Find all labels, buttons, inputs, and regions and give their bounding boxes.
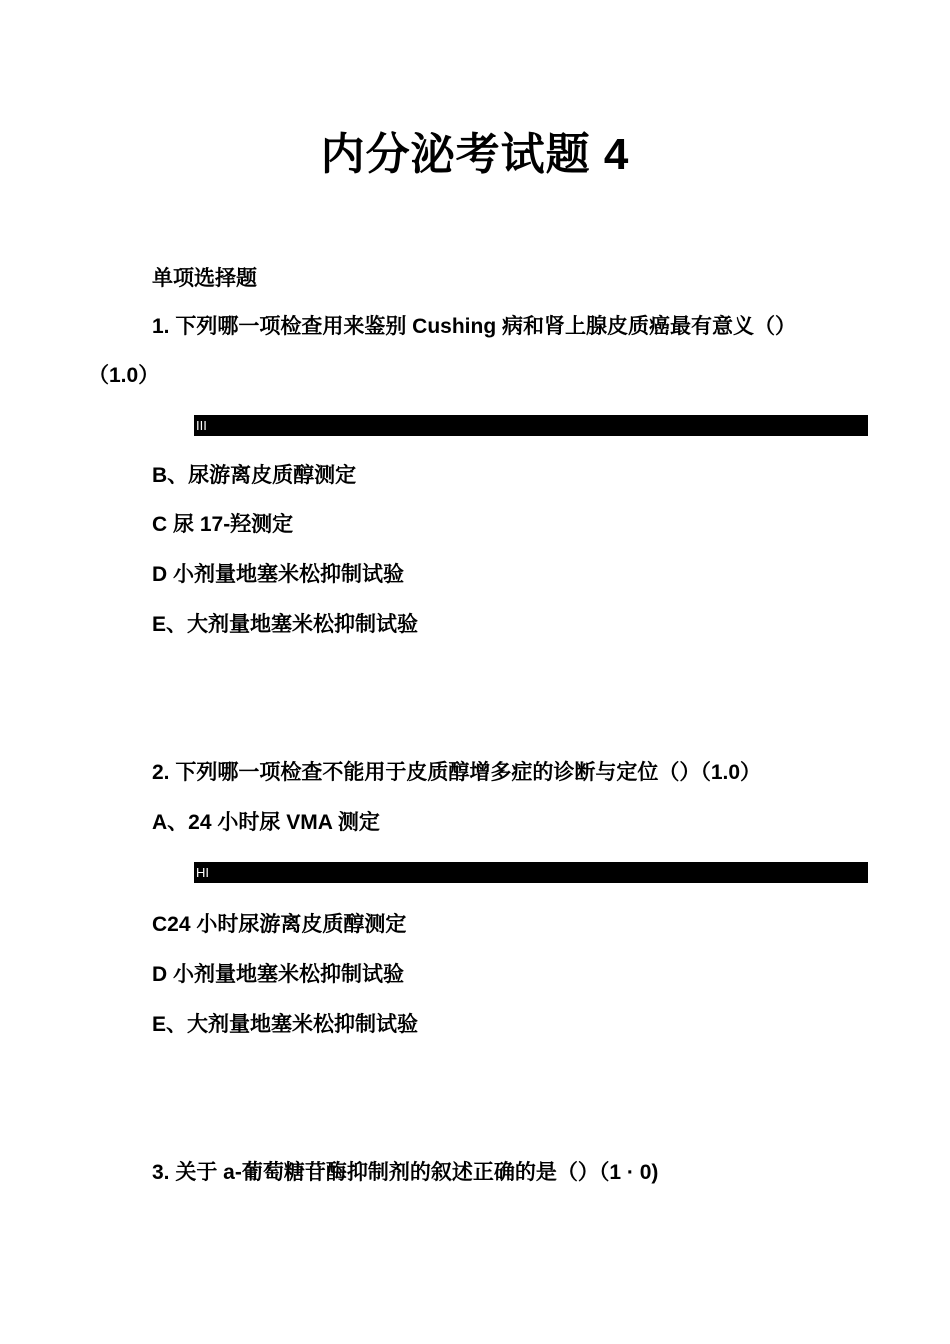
question-2-option-a: A、24 小时尿 VMA 测定: [152, 811, 380, 834]
question-1-option-b: B、尿游离皮质醇测定: [152, 464, 357, 487]
question-2-stem: 2. 下列哪一项检查不能用于皮质醇增多症的诊断与定位（）（1.0）: [152, 761, 762, 784]
redaction-bar-label: HI: [196, 865, 209, 880]
question-3-stem: 3. 关于 a-葡萄糖苷酶抑制剂的叙述正确的是（）（1 · 0): [152, 1161, 659, 1184]
document-title: 内分泌考试题 4: [320, 130, 630, 179]
question-1-redaction-bar: [194, 415, 868, 436]
question-1-option-c: C 尿 17-羟测定: [152, 513, 294, 536]
question-1-option-d: D 小剂量地塞米松抑制试验: [152, 563, 404, 586]
question-1-option-e: E、大剂量地塞米松抑制试验: [152, 613, 419, 636]
section-heading: 单项选择题: [152, 267, 257, 290]
question-1-stem: 1. 下列哪一项检查用来鉴别 Cushing 病和肾上腺皮质癌最有意义（）: [152, 315, 797, 338]
question-2-option-d: D 小剂量地塞米松抑制试验: [152, 963, 404, 986]
question-1-stem-continued: （1.0）: [88, 364, 160, 387]
question-2-redaction-bar: [194, 862, 868, 883]
question-2-option-e: E、大剂量地塞米松抑制试验: [152, 1013, 419, 1036]
question-2-option-c: C24 小时尿游离皮质醇测定: [152, 913, 407, 936]
redaction-bar-label: III: [196, 418, 207, 433]
